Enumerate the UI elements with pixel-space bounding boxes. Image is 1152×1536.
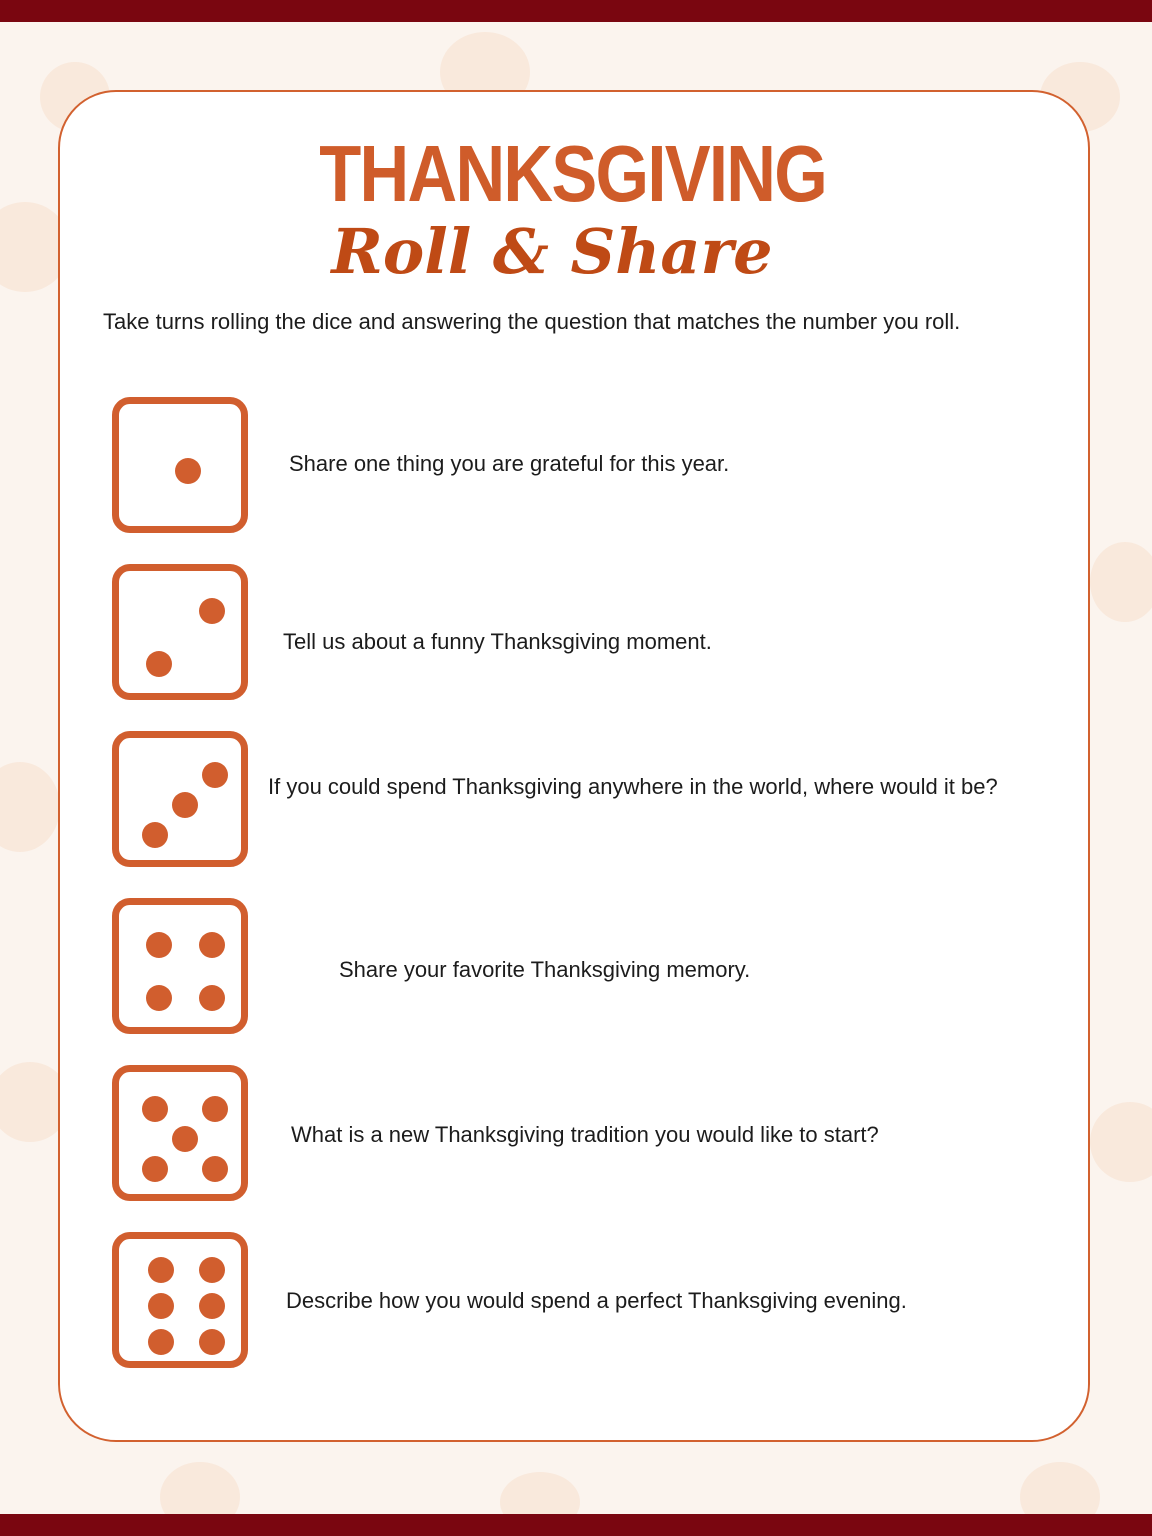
die-pip xyxy=(172,792,198,818)
die-pip xyxy=(199,598,225,624)
question-three: If you could spend Thanksgiving anywhere in the world, where would it be? xyxy=(268,774,998,799)
die-five-icon xyxy=(112,1065,248,1201)
die-pip xyxy=(146,932,172,958)
question-one: Share one thing you are grateful for this year. xyxy=(289,451,730,476)
die-pip xyxy=(202,1156,228,1182)
die-pip xyxy=(199,1293,225,1319)
instructions-text: Take turns rolling the dice and answering the question that matches the number you roll. xyxy=(103,309,961,334)
question-five: What is a new Thanksgiving tradition you would like to start? xyxy=(291,1122,879,1147)
die-pip xyxy=(172,1126,198,1152)
die-pip xyxy=(199,985,225,1011)
die-three-icon xyxy=(112,731,248,867)
bottom-border-bar xyxy=(0,1514,1152,1536)
page-title: THANKSGIVING xyxy=(319,129,827,218)
die-pip xyxy=(148,1329,174,1355)
question-four: Share your favorite Thanksgiving memory. xyxy=(339,957,751,982)
die-pip xyxy=(142,1156,168,1182)
die-pip xyxy=(175,458,201,484)
top-border-bar xyxy=(0,0,1152,22)
die-two-icon xyxy=(112,564,248,700)
die-pip xyxy=(146,985,172,1011)
die-four-icon xyxy=(112,898,248,1034)
die-pip xyxy=(199,932,225,958)
die-pip xyxy=(146,651,172,677)
die-pip xyxy=(202,762,228,788)
die-pip xyxy=(148,1293,174,1319)
die-pip xyxy=(142,1096,168,1122)
die-pip xyxy=(202,1096,228,1122)
die-pip xyxy=(148,1257,174,1283)
die-six-icon xyxy=(112,1232,248,1368)
question-two: Tell us about a funny Thanksgiving moment. xyxy=(283,629,712,654)
die-one-icon xyxy=(112,397,248,533)
question-six: Describe how you would spend a perfect Thanksgiving evening. xyxy=(286,1288,907,1313)
die-pip xyxy=(142,822,168,848)
die-pip xyxy=(199,1257,225,1283)
page-subtitle: Roll & Share xyxy=(331,215,773,288)
die-pip xyxy=(199,1329,225,1355)
